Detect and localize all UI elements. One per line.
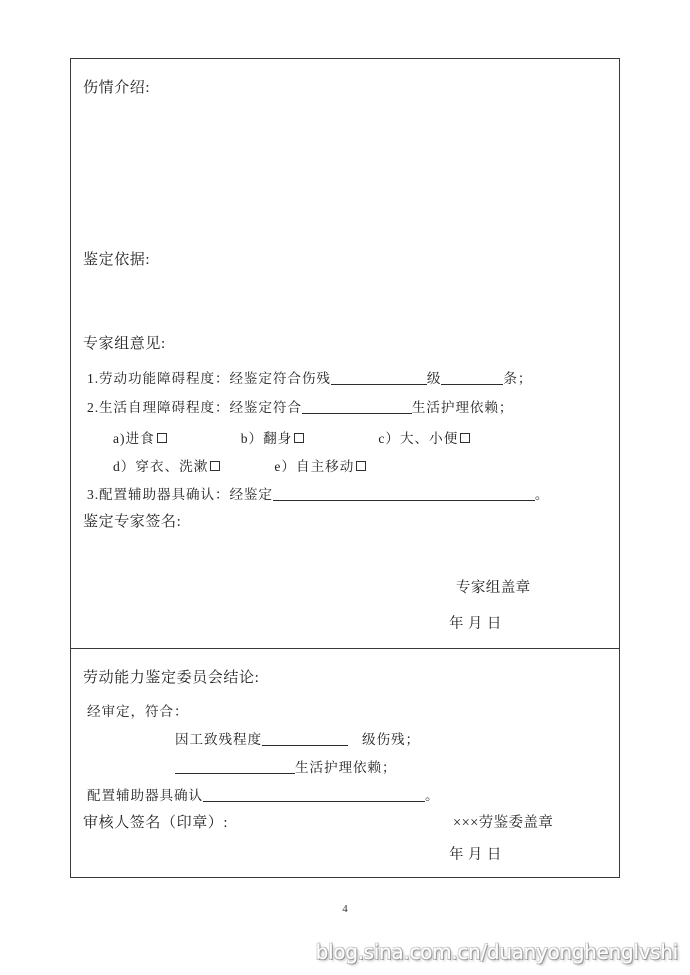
- device-confirmation-prefix: 配置辅助器具确认: [87, 788, 203, 803]
- device-confirmation-suffix: 。: [424, 788, 440, 803]
- disability-degree-suffix: 级伤残；: [361, 732, 420, 747]
- self-care-checkbox-row-1: [113, 432, 472, 446]
- checkbox-item-b[interactable]: [294, 433, 304, 443]
- assistive-device-blank[interactable]: [273, 488, 535, 501]
- expert-group-seal-label: 专家组盖章: [456, 580, 531, 596]
- opinion-item-2-suffix: 生活护理依赖；: [411, 400, 514, 415]
- care-dependency-blank[interactable]: [302, 401, 412, 414]
- expert-date-line: 年 月 日: [449, 616, 502, 632]
- committee-date-line: 年 月 日: [449, 847, 502, 863]
- disability-grade-blank[interactable]: [331, 372, 427, 385]
- assistive-device-blank-2[interactable]: [203, 789, 425, 802]
- committee-seal-label: ×××劳鉴委盖章: [453, 815, 554, 831]
- opinion-item-1-prefix: 1.劳动功能障碍程度：经鉴定符合伤残: [87, 371, 331, 386]
- disability-level-blank[interactable]: [262, 733, 348, 746]
- reviewer-signature-heading: 审核人签名（印章）:: [83, 815, 229, 831]
- checkbox-item-e[interactable]: [356, 461, 366, 471]
- injury-intro-heading: 伤情介绍:: [83, 80, 151, 96]
- expert-signature-heading: 鉴定专家签名:: [83, 514, 182, 530]
- opinion-item-2: [87, 401, 513, 415]
- care-dependency-suffix: 生活护理依赖；: [295, 760, 397, 775]
- approved-label: 经审定，符合：: [87, 704, 189, 719]
- opinion-item-1: [87, 372, 532, 386]
- opinion-item-1-grade-label: 级: [426, 371, 442, 386]
- disability-clause-blank[interactable]: [441, 372, 503, 385]
- assessment-basis-heading: 鉴定依据:: [83, 252, 151, 268]
- checkbox-item-a[interactable]: [157, 433, 167, 443]
- checkbox-item-c[interactable]: [460, 433, 470, 443]
- expert-opinion-heading: 专家组意见:: [83, 336, 166, 352]
- opinion-item-3: [87, 488, 549, 502]
- committee-conclusion-heading: 劳动能力鉴定委员会结论:: [83, 670, 260, 686]
- committee-conclusion-section: [71, 649, 619, 877]
- self-care-checkbox-row-2: [113, 460, 368, 474]
- blog-watermark: blog.sina.com.cn/duanyonghenglvshi: [315, 940, 678, 964]
- page-number: 4: [342, 903, 348, 915]
- checkbox-item-e-label: e）自主移动: [274, 459, 355, 474]
- device-confirmation-line: [87, 789, 439, 803]
- care-dependency-line: [175, 761, 396, 775]
- opinion-item-3-suffix: 。: [534, 487, 550, 502]
- checkbox-item-b-label: b）翻身: [240, 431, 293, 446]
- disability-degree-prefix: 因工致残程度: [175, 732, 262, 747]
- care-dependency-blank-2[interactable]: [175, 761, 295, 774]
- opinion-item-3-prefix: 3.配置辅助器具确认：经鉴定: [87, 487, 273, 502]
- checkbox-item-c-label: c）大、小便: [378, 431, 459, 446]
- checkbox-item-a-label: a)进食: [113, 431, 155, 446]
- checkbox-item-d-label: d）穿衣、洗漱: [113, 459, 209, 474]
- checkbox-item-d[interactable]: [210, 461, 220, 471]
- opinion-item-1-clause-label: 条；: [503, 371, 533, 386]
- expert-assessment-section: [71, 59, 619, 649]
- disability-degree-line: [175, 733, 420, 747]
- opinion-item-2-prefix: 2.生活自理障碍程度：经鉴定符合: [87, 400, 302, 415]
- assessment-form-table: [70, 58, 620, 878]
